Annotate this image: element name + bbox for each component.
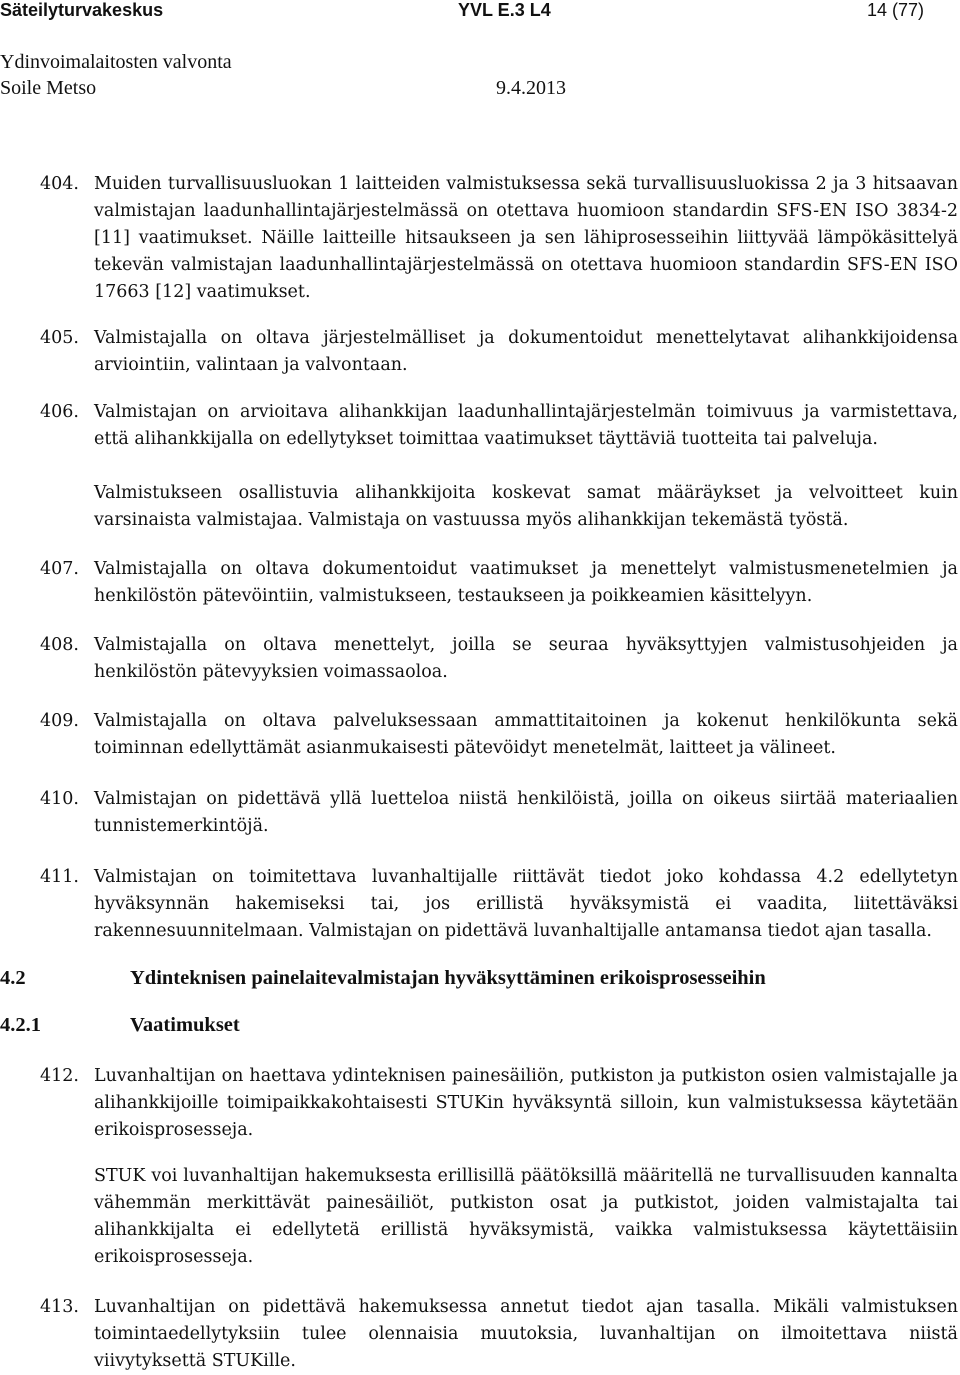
paragraph-412 xyxy=(0,1063,958,1144)
paragraph-411 xyxy=(0,864,958,945)
organization-name: Säteilyturvakeskus xyxy=(0,0,164,20)
section-number: 4.2 xyxy=(0,967,26,989)
paragraph-text: Valmistukseen osallistuvia alihankkijoita koskevat samat määräykset ja velvoitteet kuin varsinaista valmistajaa. Valmistaja on vastuussa myös alihankkijan tekemästä työstä. xyxy=(94,483,958,530)
paragraph-text: Valmistajan on pidettävä yllä luetteloa niistä henkilöistä, joilla on oikeus siirtää materiaalien tunnistemerkintöjä. xyxy=(94,789,958,836)
paragraph-406-continued xyxy=(0,480,958,534)
paragraph-number: 413. xyxy=(40,1297,79,1317)
paragraph-number: 409. xyxy=(40,711,79,731)
department-name: Ydinvoimalaitosten valvonta xyxy=(0,51,232,73)
paragraph-405 xyxy=(0,325,958,379)
paragraph-408 xyxy=(0,632,958,686)
paragraph-number: 406. xyxy=(40,402,79,422)
paragraph-406 xyxy=(0,399,958,453)
paragraph-410 xyxy=(0,786,958,840)
paragraph-number: 408. xyxy=(40,635,79,655)
paragraph-number: 412. xyxy=(40,1066,79,1086)
paragraph-text: Luvanhaltijan on pidettävä hakemuksessa annetut tiedot ajan tasalla. Mikäli valmistuksen toimintaedellytyksiin tulee olennaisia muutoksia, luvanhaltijan on ilmoitettava niistä viivytyksettä STUKille. xyxy=(94,1297,958,1371)
paragraph-text: STUK voi luvanhaltijan hakemuksesta erillisillä päätöksillä määritellä ne turvallisuuden kannalta vähemmän merkittävät painesäiliöt, putkiston osat ja putkistot, joiden valmistajalta tai alihankkijalta ei edellytetä erillistä hyväksymistä, vaikka valmistuksessa käytettäisiin erikoisprosesseja. xyxy=(94,1166,958,1267)
page-number: 14 (77) xyxy=(867,0,925,20)
paragraph-413 xyxy=(0,1294,958,1375)
subsection-title: Vaatimukset xyxy=(130,1014,240,1036)
paragraph-text: Valmistajan on arvioitava alihankkijan laadunhallintajärjestelmän toimivuus ja varmistettava, että alihankkijalla on edellytykset toimittaa vaatimukset täyttäviä tuotteita tai palveluja. xyxy=(94,402,958,449)
paragraph-409 xyxy=(0,708,958,762)
paragraph-text: Valmistajalla on oltava palveluksessaan ammattitaitoinen ja kokenut henkilökunta sekä toiminnan edellyttämät asianmukaisesti pätevöidyt menetelmät, laitteet ja välineet. xyxy=(94,711,958,758)
paragraph-text: Valmistajalla on oltava menettelyt, joilla se seuraa hyväksyttyjen valmistusohjeiden ja henkilöstön pätevyyksien voimassaoloa. xyxy=(94,635,958,682)
paragraph-412-continued xyxy=(0,1163,958,1271)
paragraph-text: Valmistajalla on oltava järjestelmälliset ja dokumentoidut menettelytavat alihankkijoidensa arviointiin, valintaan ja valvontaan. xyxy=(94,328,958,375)
paragraph-number: 410. xyxy=(40,789,79,809)
paragraph-text: Valmistajalla on oltava dokumentoidut vaatimukset ja menettelyt valmistusmenetelmien ja henkilöstön pätevöintiin, valmistukseen, testaukseen ja poikkeamien käsittelyyn. xyxy=(94,559,958,606)
document-code: YVL E.3 L4 xyxy=(458,0,551,20)
paragraph-number: 411. xyxy=(40,867,79,887)
paragraph-404 xyxy=(0,171,958,306)
document-date: 9.4.2013 xyxy=(496,77,566,99)
author-name: Soile Metso xyxy=(0,77,97,99)
paragraph-number: 407. xyxy=(40,559,79,579)
paragraph-text: Valmistajan on toimitettava luvanhaltijalle riittävät tiedot joko kohdassa 4.2 edellytetyn hyväksynnän hakemiseksi tai, jos erillistä hyväksymistä ei vaadita, liitettäväksi rakennesuunnitelmaan. Valmistajan on pidettävä luvanhaltijalle antamansa tiedot ajan tasalla. xyxy=(94,867,958,941)
subsection-number: 4.2.1 xyxy=(0,1014,41,1036)
section-title: Ydinteknisen painelaitevalmistajan hyväksyttäminen erikoisprosesseihin xyxy=(130,967,766,989)
paragraph-text: Luvanhaltijan on haettava ydinteknisen painesäiliön, putkiston ja putkiston osien valmistajalle ja alihankkijoille toimipaikkakohtaisesti STUKin hyväksyntä silloin, kun valmistuksessa käytetään erikoisprosesseja. xyxy=(94,1066,958,1140)
paragraph-407 xyxy=(0,556,958,610)
paragraph-text: Muiden turvallisuusluokan 1 laitteiden valmistuksessa sekä turvallisuusluokissa 2 ja 3 hitsaavan valmistajan laadunhallintajärjestelmässä on otettava huomioon standardin SFS-EN ISO 3834-2 [11] vaatimukset. Näille laitteille hitsaukseen ja sen lähiprosesseihin liittyvää lämpökäsittelyä tekevän valmistajan laadunhallintajärjestelmässä on otettava huomioon standardin SFS-EN ISO 17663 [12] vaatimukset. xyxy=(94,174,958,302)
paragraph-number: 405. xyxy=(40,328,79,348)
paragraph-number: 404. xyxy=(40,174,79,194)
